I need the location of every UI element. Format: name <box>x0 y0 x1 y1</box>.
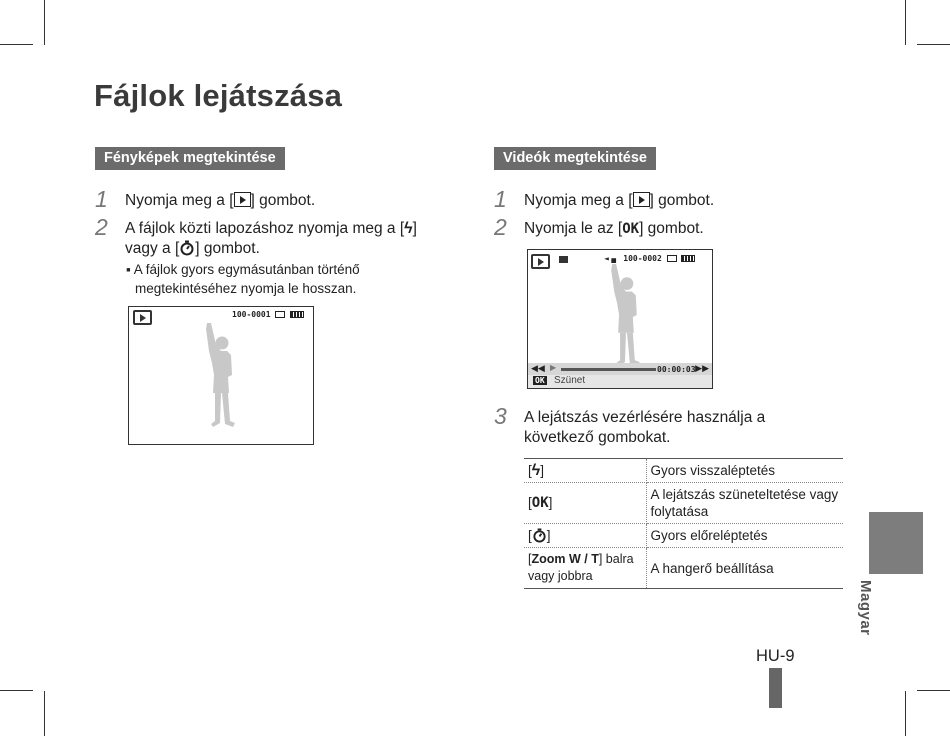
crop-mark <box>0 690 33 691</box>
ok-key-label: OK <box>535 376 545 385</box>
volume-icon: ◄▗▖ <box>604 254 619 263</box>
table-row <box>524 483 843 524</box>
control-desc: A lejátszás szüneteltetése vagy folytatása <box>646 483 843 524</box>
self-timer-icon <box>532 528 547 543</box>
memory-icon <box>667 255 677 262</box>
step-text: ] gombot. <box>250 192 316 209</box>
control-key: [Zoom W / T] balra vagy jobbra <box>524 548 646 589</box>
control-key <box>524 483 646 524</box>
step-number: 2 <box>494 214 507 240</box>
table-row <box>524 459 843 483</box>
bracket: ] <box>546 528 551 543</box>
play-button-icon <box>633 192 650 207</box>
step-number: 3 <box>494 403 507 429</box>
step-text: ] <box>412 220 417 237</box>
key-text: ] balra vagy jobbra <box>528 552 634 583</box>
file-number: 100-0002 <box>623 254 662 263</box>
person-silhouette <box>195 323 243 433</box>
tip-line: ▪ A fájlok gyors egymásutánban történő <box>126 262 360 277</box>
video-playback-screen <box>527 249 713 389</box>
flash-icon: ϟ <box>404 220 413 237</box>
step-text: következő gombokat. <box>524 429 671 446</box>
crop-mark <box>917 690 950 691</box>
step-text: Nyomja le az [ <box>524 220 623 237</box>
controls-table <box>524 458 843 589</box>
step-text: vagy a [ <box>125 240 180 257</box>
table-row <box>524 548 843 589</box>
step-text: A lejátszás vezérlésére használja a <box>524 409 766 426</box>
table-row <box>524 524 843 548</box>
photo-playback-screen <box>128 306 314 445</box>
page-title: Fájlok lejátszása <box>94 78 343 113</box>
crop-mark <box>0 44 33 45</box>
memory-icon <box>275 311 285 318</box>
section-heading-videos: Videók megtekintése <box>494 147 656 170</box>
step-text: Nyomja meg a [ <box>125 192 234 209</box>
play-button-icon <box>234 192 251 207</box>
step-text: A fájlok közti lapozáshoz nyomja meg a [ <box>125 220 405 237</box>
ok-key-label: OK <box>622 221 640 237</box>
step-text: ] gombot. <box>195 240 260 257</box>
crop-mark <box>44 691 45 736</box>
status-text: Szünet <box>554 375 586 386</box>
control-desc: Gyors visszaléptetés <box>646 459 843 483</box>
self-timer-icon <box>179 240 195 257</box>
playback-mode-icon <box>133 310 152 325</box>
page-marker <box>769 668 782 708</box>
tip-line: megtekintéséhez nyomja le hosszan. <box>135 281 357 296</box>
playback-mode-icon <box>531 254 550 269</box>
bracket: [ <box>528 495 532 510</box>
step-number: 1 <box>95 186 108 212</box>
step-text: Nyomja meg a [ <box>524 192 633 209</box>
control-desc: Gyors előreléptetés <box>646 524 843 548</box>
step-number: 1 <box>494 186 507 212</box>
language-label: Magyar <box>857 580 874 636</box>
video-clip-icon <box>559 256 568 263</box>
step-number: 2 <box>95 214 108 240</box>
control-desc: A hangerő beállítása <box>646 548 843 589</box>
file-number: 100-0001 <box>232 310 271 319</box>
step-text: ] gombot. <box>639 220 704 237</box>
crop-mark <box>905 0 906 45</box>
tip-note <box>126 260 360 298</box>
person-silhouette <box>600 264 648 372</box>
bracket: [ <box>528 463 532 478</box>
elapsed-time: 00:00:03 <box>657 365 696 374</box>
rewind-icon: ◀◀ <box>531 363 545 373</box>
battery-icon <box>290 311 304 318</box>
language-tab <box>869 512 923 574</box>
crop-mark <box>917 44 950 45</box>
section-heading-photos: Fényképek megtekintése <box>95 147 285 170</box>
status-bar <box>528 375 712 388</box>
zoom-key-label: Zoom W / T <box>531 552 599 566</box>
bracket: ] <box>540 463 544 478</box>
crop-mark <box>44 0 45 45</box>
step-text: ] gombot. <box>649 192 715 209</box>
bracket: ] <box>548 495 553 510</box>
play-icon: ▶ <box>550 363 557 372</box>
battery-icon <box>681 255 695 262</box>
control-key <box>524 459 646 483</box>
control-key <box>524 524 646 548</box>
crop-mark <box>905 691 906 736</box>
page-number: HU-9 <box>756 647 795 665</box>
flash-icon: ϟ <box>531 462 541 479</box>
progress-bar <box>561 368 656 371</box>
ok-key-label: OK <box>531 495 549 511</box>
bracket: [ <box>528 528 532 543</box>
fast-forward-icon: ▶▶ <box>695 363 709 373</box>
